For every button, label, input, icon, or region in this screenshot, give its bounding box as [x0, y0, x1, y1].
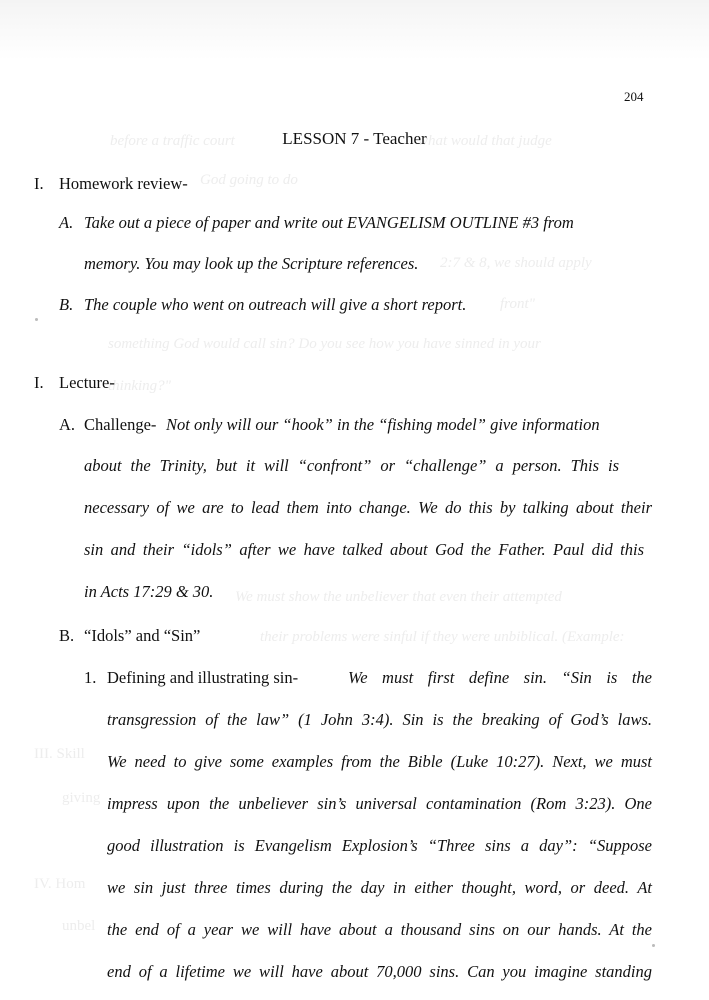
subitem-text-line: We need to give some examples from the Bible (Luke 10:27). Next, we must: [107, 752, 652, 771]
subitem-label: Defining and illustrating sin-: [107, 668, 299, 687]
bleed-through: God going to do: [200, 172, 298, 188]
bleed-through: unbel: [62, 918, 96, 934]
bleed-through: what would that judge: [418, 133, 552, 149]
lesson-title: LESSON 7 - Teacher: [282, 129, 427, 148]
item-text-line: Take out a piece of paper and write out EVANGELISM OUTLINE #3 from: [84, 213, 574, 232]
subitem-text-line: we sin just three times during the day in either thought, word, or deed. At: [107, 878, 652, 897]
subitem-text-line: the end of a year we will have about a thousand sins on our hands. At the: [107, 920, 652, 939]
subitem-text-line: transgression of the law” (1 John 3:4). Sin is the breaking of God’s laws.: [107, 710, 652, 729]
section-numeral: I.: [34, 174, 44, 193]
item-label: Challenge-: [84, 415, 157, 434]
item-text-line: memory. You may look up the Scripture references.: [84, 254, 419, 273]
scan-speck: [652, 944, 655, 947]
subitem-text-line: end of a lifetime we will have about 70,000 sins. Can you imagine standing: [107, 962, 652, 981]
section-heading: Homework review-: [59, 174, 188, 193]
bleed-through: IV. Hom: [34, 876, 86, 892]
section-numeral: I.: [34, 373, 44, 392]
item-letter: B.: [59, 626, 75, 645]
scan-shadow: [0, 0, 709, 60]
bleed-through: 2:7 & 8, we should apply: [440, 255, 592, 271]
bleed-through: front": [500, 296, 535, 312]
item-text-line: The couple who went on outreach will give a short report.: [84, 295, 467, 314]
item-letter: A.: [59, 415, 76, 434]
item-heading: “Idols” and “Sin”: [84, 626, 201, 645]
item-text-line: about the Trinity, but it will “confront” or “challenge” a person. This is: [84, 456, 619, 475]
item-text-line: sin and their “idols” after we have talked about God the Father. Paul did this: [84, 540, 644, 559]
subitem-text-line: impress upon the unbeliever sin’s universal contamination (Rom 3:23). One: [107, 794, 652, 813]
item-text-line: in Acts 17:29 & 30.: [84, 582, 214, 601]
bleed-through: something God would call sin? Do you see how you have sinned in your: [108, 336, 541, 352]
bleed-through: thinking?": [108, 378, 171, 394]
subitem-text-line: good illustration is Evangelism Explosion’s “Three sins a day”: “Suppose: [107, 836, 652, 855]
item-letter: B.: [59, 295, 74, 314]
section-heading: Lecture-: [59, 373, 115, 392]
bleed-through: before a traffic court: [110, 133, 235, 149]
subitem-text-line: We must first define sin. “Sin is the: [348, 668, 652, 687]
item-text-line: necessary of we are to lead them into change. We do this by talking about their: [84, 498, 652, 517]
bleed-through: their problems were sinful if they were unbiblical. (Example:: [260, 629, 625, 645]
item-text-line: Not only will our “hook” in the “fishing model” give information: [166, 415, 600, 434]
page-number: 204: [624, 89, 644, 104]
bleed-through: We must show the unbeliever that even their attempted: [235, 589, 562, 605]
scan-speck: [35, 318, 38, 321]
item-letter: A.: [59, 213, 74, 232]
subitem-number: 1.: [84, 668, 97, 687]
bleed-through: giving: [62, 790, 101, 806]
bleed-through: III. Skill: [34, 746, 85, 762]
